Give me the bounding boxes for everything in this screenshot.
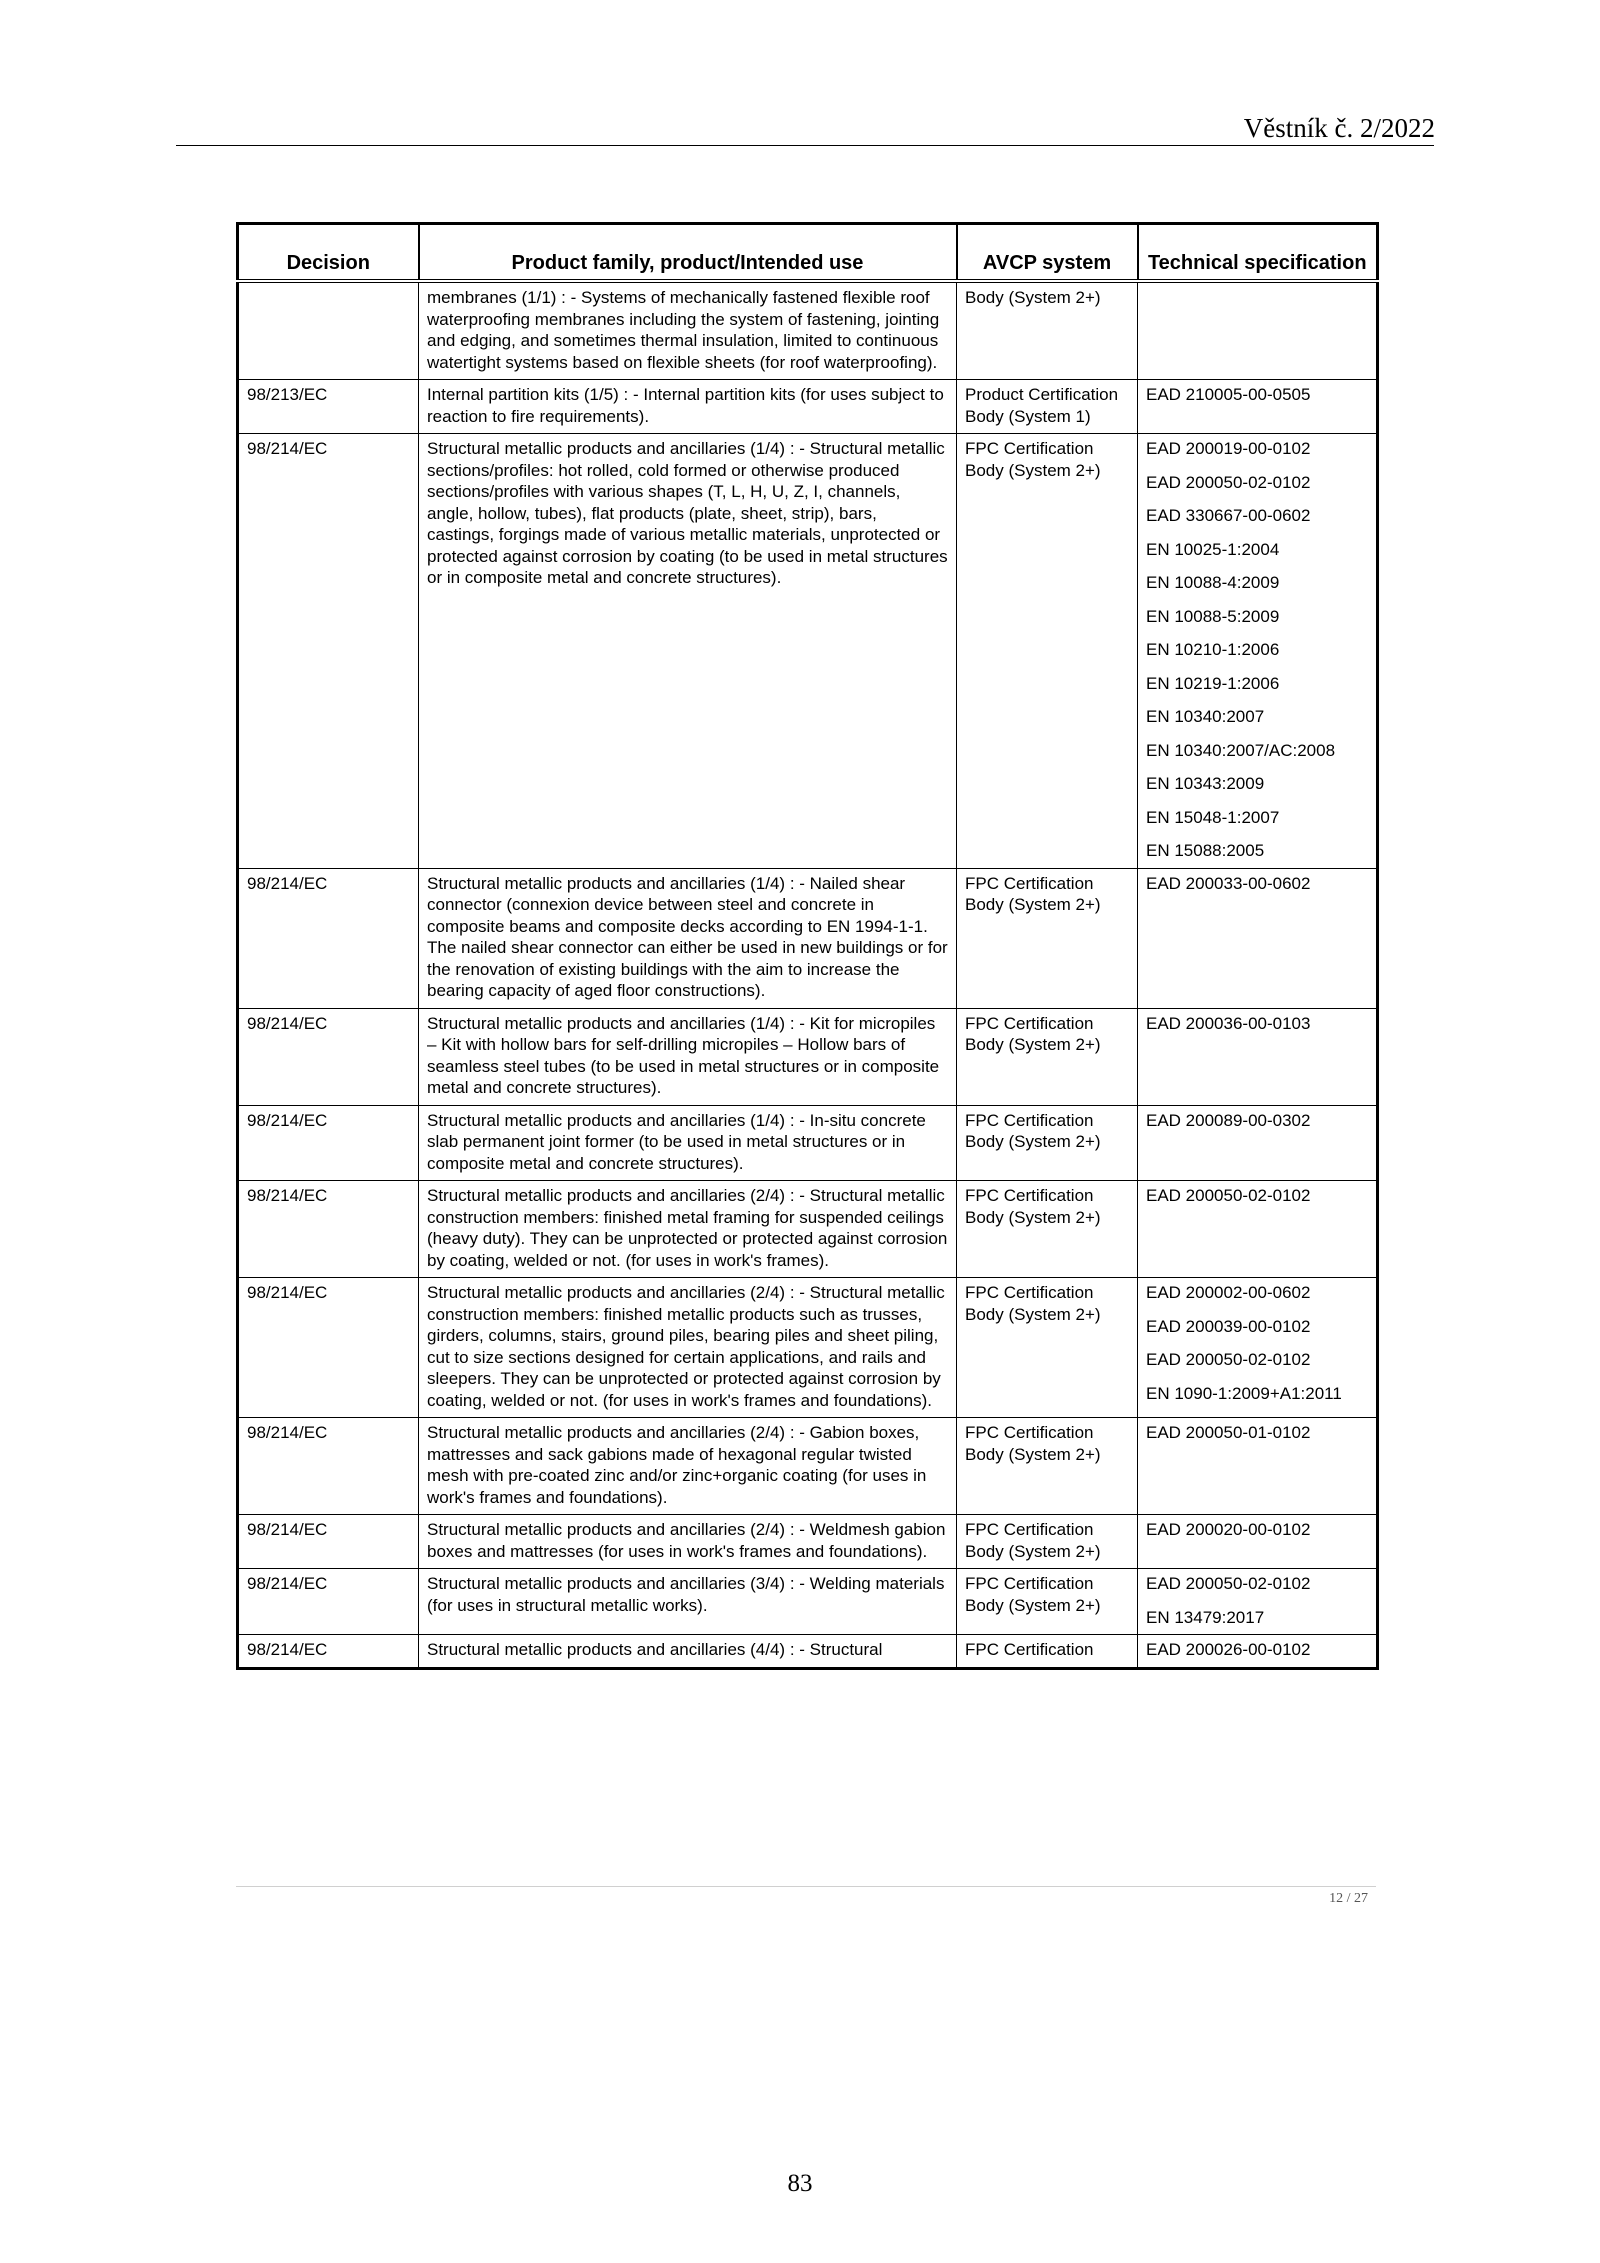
- product-cell: Structural metallic products and ancillaries (2/4) : - Structural metallic construction members: finished metallic products such as trusses, girders, columns, stairs, ground piles, bearing piles and sheet piling, cut to size sections designed for certain applications, and rails and sleepers. They can be unprotected or protected against corrosion by coating, welded or not. (for uses in work's frames and foundations).: [419, 1278, 957, 1418]
- table-row: [238, 1515, 1378, 1569]
- technical-specification-cell: [1138, 1105, 1378, 1181]
- technical-specification-cell: [1138, 281, 1378, 380]
- technical-specification-cell: [1138, 434, 1378, 869]
- table-row: [238, 281, 1378, 380]
- product-cell: Internal partition kits (1/5) : - Internal partition kits (for uses subject to reaction to fire requirements).: [419, 380, 957, 434]
- specification-item: EN 13479:2017: [1146, 1607, 1265, 1627]
- specification-item: EAD 200050-02-0102: [1146, 472, 1311, 492]
- specification-item: EAD 210005-00-0505: [1146, 385, 1311, 404]
- avcp-cell: FPC Certification Body (System 2+): [957, 1418, 1138, 1515]
- table-row: [238, 1278, 1378, 1418]
- avcp-cell: Product Certification Body (System 1): [957, 380, 1138, 434]
- specification-item: EAD 200050-01-0102: [1146, 1423, 1311, 1442]
- avcp-cell: Body (System 2+): [957, 281, 1138, 380]
- header-divider: [176, 145, 1434, 146]
- specification-item: EAD 200050-02-0102: [1146, 1350, 1311, 1369]
- decision-cell: 98/213/EC: [238, 380, 419, 434]
- product-cell: Structural metallic products and ancillaries (3/4) : - Welding materials (for uses in structural metallic works).: [419, 1569, 957, 1635]
- table-row: [238, 1635, 1378, 1669]
- table-row: [238, 1008, 1378, 1105]
- avcp-cell: FPC Certification: [957, 1635, 1138, 1669]
- table-row: [238, 380, 1378, 434]
- specification-item: EAD 200089-00-0302: [1146, 1110, 1311, 1130]
- table-body: [238, 281, 1378, 1668]
- specification-item: EAD 330667-00-0602: [1146, 506, 1311, 525]
- avcp-cell: FPC Certification Body (System 2+): [957, 1515, 1138, 1569]
- specification-item: EN 10088-4:2009: [1146, 573, 1280, 592]
- column-header-avcp: AVCP system: [957, 224, 1138, 282]
- product-cell: Structural metallic products and ancillaries (1/4) : - Structural metallic sections/profiles: hot rolled, cold formed or otherwise produced sections/profiles with various shapes (T, L, H, U, Z, I, channels, angle, hollow, tubes), flat products (plate, sheet, strip), bars, castings, forgings made of various metallic materials, unprotected or protected against corrosion by coating (to be used in metal structures or in composite metal and concrete structures).: [419, 434, 957, 869]
- specification-item: EN 10340:2007: [1146, 707, 1265, 726]
- product-cell: Structural metallic products and ancillaries (2/4) : - Gabion boxes, mattresses and sack gabions made of hexagonal regular twisted mesh with pre-coated zinc and/or zinc+organic coating (for uses in work's frames and foundations).: [419, 1418, 957, 1515]
- specification-item: EAD 200039-00-0102: [1146, 1316, 1311, 1336]
- avcp-cell: FPC Certification Body (System 2+): [957, 868, 1138, 1008]
- specification-item: EAD 200033-00-0602: [1146, 873, 1311, 893]
- technical-specification-cell: [1138, 1569, 1378, 1635]
- specification-item: EN 15048-1:2007: [1146, 807, 1280, 827]
- technical-specification-cell: [1138, 1181, 1378, 1278]
- specification-item: EAD 200002-00-0602: [1146, 1283, 1311, 1302]
- product-cell: membranes (1/1) : - Systems of mechanically fastened flexible roof waterproofing membranes including the system of fastening, jointing and edging, and sometimes thermal insulation, limited to continuous watertight systems based on flexible sheets (for roof waterproofing).: [419, 281, 957, 380]
- column-header-product: Product family, product/Intended use: [419, 224, 957, 282]
- table-row: [238, 1105, 1378, 1181]
- decision-cell: 98/214/EC: [238, 1418, 419, 1515]
- specification-item: EAD 200019-00-0102: [1146, 439, 1311, 458]
- specification-item: EN 10088-5:2009: [1146, 606, 1280, 626]
- technical-specification-cell: [1138, 1515, 1378, 1569]
- avcp-cell: FPC Certification Body (System 2+): [957, 1105, 1138, 1181]
- table-row: [238, 868, 1378, 1008]
- product-cell: Structural metallic products and ancillaries (2/4) : - Weldmesh gabion boxes and mattresses (for uses in work's frames and foundations).: [419, 1515, 957, 1569]
- decision-cell: [238, 281, 419, 380]
- avcp-cell: FPC Certification Body (System 2+): [957, 1278, 1138, 1418]
- avcp-cell: FPC Certification Body (System 2+): [957, 1569, 1138, 1635]
- technical-specification-cell: [1138, 380, 1378, 434]
- technical-specification-cell: [1138, 1008, 1378, 1105]
- decision-cell: 98/214/EC: [238, 868, 419, 1008]
- technical-specification-cell: [1138, 1635, 1378, 1669]
- decision-cell: 98/214/EC: [238, 1515, 419, 1569]
- specification-item: EN 10025-1:2004: [1146, 539, 1280, 559]
- table-row: [238, 1181, 1378, 1278]
- specification-table: [236, 222, 1379, 1670]
- table-row: [238, 1418, 1378, 1515]
- pdf-page-indicator: 12 / 27: [1329, 1891, 1368, 1906]
- specification-item: EN 10343:2009: [1146, 774, 1265, 793]
- footer-divider: [236, 1886, 1376, 1887]
- specification-item: EN 10340:2007/AC:2008: [1146, 740, 1336, 760]
- decision-cell: 98/214/EC: [238, 1181, 419, 1278]
- product-cell: Structural metallic products and ancillaries (1/4) : - Kit for micropiles – Kit with hollow bars for self-drilling micropiles – Hollow bars of seamless steel tubes (to be used in metal structures or in composite metal and concrete structures).: [419, 1008, 957, 1105]
- technical-specification-cell: [1138, 1418, 1378, 1515]
- decision-cell: 98/214/EC: [238, 1569, 419, 1635]
- specification-item: EAD 200050-02-0102: [1146, 1574, 1311, 1593]
- decision-cell: 98/214/EC: [238, 1278, 419, 1418]
- decision-cell: 98/214/EC: [238, 434, 419, 869]
- product-cell: Structural metallic products and ancillaries (2/4) : - Structural metallic construction members: finished metal framing for suspended ceilings (heavy duty). They can be unprotected or protected against corrosion by coating, welded or not. (for uses in work's frames).: [419, 1181, 957, 1278]
- decision-cell: 98/214/EC: [238, 1105, 419, 1181]
- specification-table-container: [236, 222, 1376, 1670]
- table-row: [238, 434, 1378, 869]
- specification-item: EAD 200036-00-0103: [1146, 1013, 1311, 1033]
- product-cell: Structural metallic products and ancillaries (1/4) : - In-situ concrete slab permanent joint former (to be used in metal structures or in composite metal and concrete structures).: [419, 1105, 957, 1181]
- specification-item: EN 10219-1:2006: [1146, 673, 1280, 693]
- technical-specification-cell: [1138, 1278, 1378, 1418]
- journal-title: Věstník č. 2/2022: [1243, 113, 1435, 143]
- specification-item: EAD 200026-00-0102: [1146, 1640, 1311, 1659]
- specification-item: EAD 200050-02-0102: [1146, 1186, 1311, 1205]
- decision-cell: 98/214/EC: [238, 1008, 419, 1105]
- avcp-cell: FPC Certification Body (System 2+): [957, 1008, 1138, 1105]
- specification-item: EN 1090-1:2009+A1:2011: [1146, 1383, 1342, 1403]
- decision-cell: 98/214/EC: [238, 1635, 419, 1669]
- product-cell: Structural metallic products and ancillaries (4/4) : - Structural: [419, 1635, 957, 1669]
- table-header-row: [238, 224, 1378, 282]
- technical-specification-cell: [1138, 868, 1378, 1008]
- avcp-cell: FPC Certification Body (System 2+): [957, 1181, 1138, 1278]
- specification-item: EN 15088:2005: [1146, 841, 1265, 860]
- column-header-technical-specification: Technical specification: [1138, 224, 1378, 282]
- specification-item: EAD 200020-00-0102: [1146, 1520, 1311, 1539]
- page-number: 83: [787, 2170, 813, 2197]
- product-cell: Structural metallic products and ancillaries (1/4) : - Nailed shear connector (connexion device between steel and concrete in composite beams and composite decks according to EN 1994-1-1. The nailed shear connector can either be used in new buildings or for the renovation of existing buildings with the aim to increase the bearing capacity of aged floor constructions).: [419, 868, 957, 1008]
- avcp-cell: FPC Certification Body (System 2+): [957, 434, 1138, 869]
- table-row: [238, 1569, 1378, 1635]
- specification-item: EN 10210-1:2006: [1146, 640, 1280, 659]
- column-header-decision: Decision: [238, 224, 419, 282]
